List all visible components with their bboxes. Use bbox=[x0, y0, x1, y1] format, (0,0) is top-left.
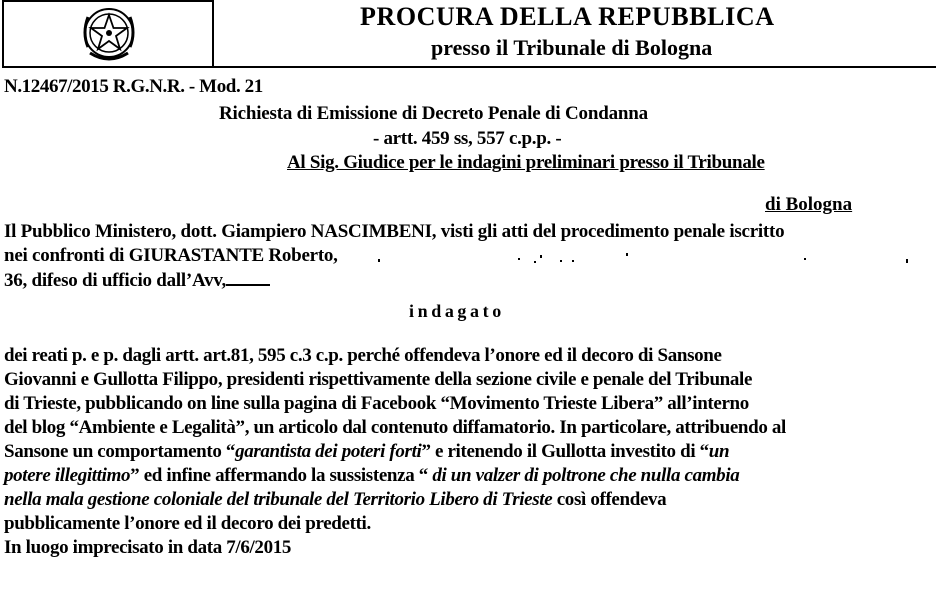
header-rule bbox=[212, 66, 936, 68]
defense-text: 36, difeso di ufficio dall’Avv, bbox=[4, 270, 227, 291]
quote-potere-illegittimo: potere illegittimo bbox=[4, 465, 131, 486]
charge-text: ” e ritenendo il Gullotta investito di “ bbox=[421, 441, 709, 462]
header-divider bbox=[212, 0, 214, 68]
charge-line-5 bbox=[4, 441, 729, 463]
charge-line-2: Giovanni e Gullotta Filippo, presidenti rispettivamente della sezione civile e penale del Tribunale bbox=[4, 369, 753, 390]
protocol-number: N.12467/2015 R.G.N.R. - Mod. 21 bbox=[4, 76, 263, 97]
charge-line-1: dei reati p. e p. dagli artt. art.81, 595 c.3 c.p. perché offendeva l’onore ed il decoro di Sansone bbox=[4, 345, 722, 366]
quote-mala-gestione: nella mala gestione coloniale del tribunale del Territorio Libero di Trieste bbox=[4, 489, 553, 510]
intro-line-3 bbox=[4, 269, 270, 292]
intro-line-1: Il Pubblico Ministero, dott. Giampiero NASCIMBENI, visti gli atti del procedimento penale iscritto bbox=[4, 221, 785, 242]
office-subtitle: presso il Tribunale di Bologna bbox=[431, 35, 713, 60]
request-title: Richiesta di Emissione di Decreto Penale di Condanna bbox=[219, 103, 648, 124]
quote-poteri-forti: garantista dei poteri forti bbox=[235, 441, 422, 462]
addressee-line-2: di Bologna bbox=[765, 194, 853, 215]
indagato-label: indagato bbox=[409, 301, 505, 321]
charge-text: Sansone un comportamento “ bbox=[4, 441, 236, 462]
charge-line-3: di Trieste, pubblicando on line sulla pagina di Facebook “Movimento Trieste Libera” all’interno bbox=[4, 393, 749, 414]
office-title: PROCURA DELLA REPUBBLICA bbox=[360, 2, 775, 31]
request-articles: - artt. 459 ss, 557 c.p.p. - bbox=[373, 128, 562, 149]
lawyer-name-blank bbox=[226, 269, 270, 286]
addressee-line-1: Al Sig. Giudice per le indagini preliminari presso il Tribunale bbox=[287, 152, 765, 173]
charge-line-6 bbox=[4, 465, 739, 487]
charge-line-4: del blog “Ambiente e Legalità”, un articolo dal contenuto diffamatorio. In particolare, attribuendo al bbox=[4, 417, 786, 438]
quote-un: un bbox=[708, 441, 730, 462]
charge-text: così offendeva bbox=[552, 489, 667, 510]
charge-line-7 bbox=[4, 489, 666, 511]
intro-line-2: nei confronti di GIURASTANTE Roberto, bbox=[4, 245, 338, 266]
place-date-line: In luogo imprecisato in data 7/6/2015 bbox=[4, 537, 292, 558]
charge-text: ” ed infine affermando la sussistenza “ bbox=[130, 465, 433, 486]
italian-republic-emblem-icon bbox=[76, 3, 142, 67]
quote-valzer: di un valzer di poltrone che nulla cambia bbox=[432, 465, 740, 486]
redacted-text-marks bbox=[378, 249, 918, 269]
charge-line-8: pubblicamente l’onore ed il decoro dei predetti. bbox=[4, 513, 371, 534]
emblem-frame bbox=[2, 0, 214, 68]
